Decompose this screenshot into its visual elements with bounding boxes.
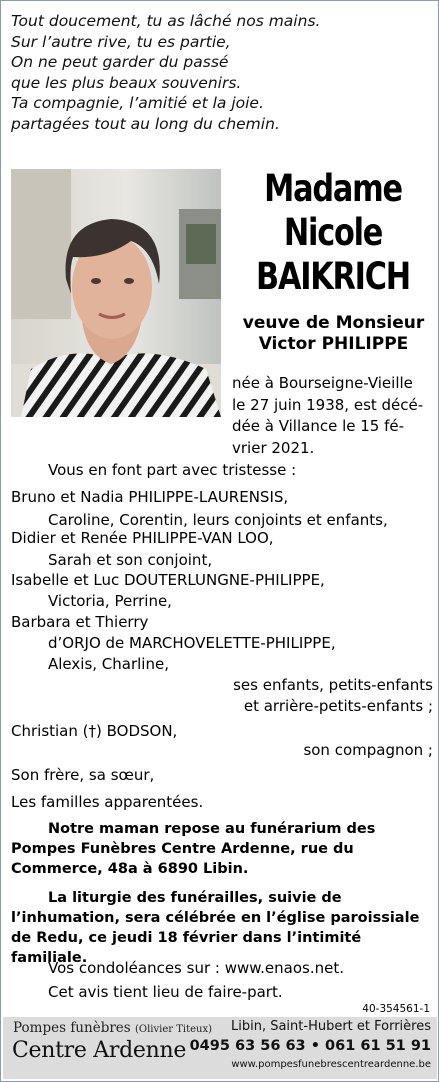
- family-relation: son compagnon ;: [303, 741, 433, 759]
- family-line: Isabelle et Luc DOUTERLUNGNE-PHILIPPE,: [11, 571, 325, 589]
- poem-line: Ta compagnie, l’amitié et la joie.: [11, 94, 264, 112]
- company-name: Centre Ardenne: [12, 1038, 187, 1063]
- husband-name: Victor PHILIPPE: [258, 334, 409, 354]
- poem: [11, 11, 431, 134]
- portrait-photo: [11, 169, 221, 417]
- company-locations: Libin, Saint-Hubert et Forrières: [230, 1019, 431, 1034]
- company-phones: [190, 1038, 431, 1054]
- phone-2: 061 61 51 91: [325, 1038, 431, 1054]
- born-line: le 27 juin 1938, est décé-: [232, 395, 424, 414]
- company-prefix: [13, 1020, 212, 1036]
- family-intro: Vous en font part avec tristesse :: [48, 461, 297, 479]
- poem-line: partagées tout au long du chemin.: [11, 114, 280, 133]
- family-line: d’ORJO de MARCHOVELETTE-PHILIPPE,: [48, 634, 336, 652]
- family-line: Victoria, Perrine,: [48, 592, 172, 610]
- widow-line: veuve de Monsieur: [242, 313, 425, 333]
- poem-line: que les plus beaux souvenirs.: [11, 73, 242, 92]
- company-website: www.pompesfunebrescentreardenne.be: [231, 1059, 431, 1070]
- widow-of: [231, 313, 436, 355]
- last-name: BAIKRICH: [256, 255, 410, 298]
- company-prefix-text: Pompes funèbres: [13, 1020, 131, 1036]
- family-line: Christian (†) BODSON,: [11, 722, 178, 740]
- funeral-home-banner: [3, 1017, 437, 1079]
- company-owner: (Olivier Titeux): [135, 1024, 213, 1035]
- born-line: dée à Villance le 15 fé-: [232, 417, 405, 435]
- family-line: Sarah et son conjoint,: [48, 551, 213, 569]
- family-line: Les familles apparentées.: [11, 793, 204, 811]
- first-name: Nicole: [283, 211, 383, 254]
- poem-line: Sur l’autre rive, tu es partie,: [11, 32, 231, 51]
- family-line: Alexis, Charline,: [48, 655, 169, 673]
- birth-death-text: [232, 373, 437, 459]
- honorific: Madame: [264, 167, 402, 210]
- phone-1: 0495 63 56 63: [189, 1038, 306, 1054]
- funerarium-notice: Notre maman repose au funérarium des Pompes Funèbres Centre Ardenne, rue du Commerce, 48a à 6890 Libin.: [11, 821, 376, 877]
- liturgy-notice: La liturgie des funérailles, suivie de l’inhumation, sera célébrée en l’église paroissiale de Redu, ce jeudi 18 février dans l’intimité familiale.: [11, 890, 420, 966]
- poem-line: Tout doucement, tu as lâché nos mains.: [11, 12, 321, 30]
- family-line: Didier et Renée PHILIPPE-VAN LOO,: [11, 529, 274, 547]
- reference-number: 40-354561-1: [362, 1003, 430, 1015]
- poem-line: On ne peut garder du passé: [11, 53, 229, 71]
- faire-part-text: Cet avis tient lieu de faire-part.: [48, 983, 283, 1001]
- family-relation: ses enfants, petits-enfants: [233, 676, 433, 694]
- family-line: Son frère, sa sœur,: [11, 766, 155, 784]
- born-line: née à Bourseigne-Vieille: [232, 374, 413, 392]
- condolences-text: Vos condoléances sur : www.enaos.net.: [48, 959, 344, 977]
- deceased-name: [246, 167, 420, 299]
- family-line: Caroline, Corentin, leurs conjoints et enfants,: [48, 511, 388, 529]
- family-line: Bruno et Nadia PHILIPPE-LAURENSIS,: [11, 488, 289, 506]
- phone-separator: •: [310, 1038, 320, 1054]
- born-line: vrier 2021.: [232, 438, 315, 457]
- family-line: Barbara et Thierry: [11, 613, 149, 631]
- family-relation: et arrière-petits-enfants ;: [243, 697, 433, 715]
